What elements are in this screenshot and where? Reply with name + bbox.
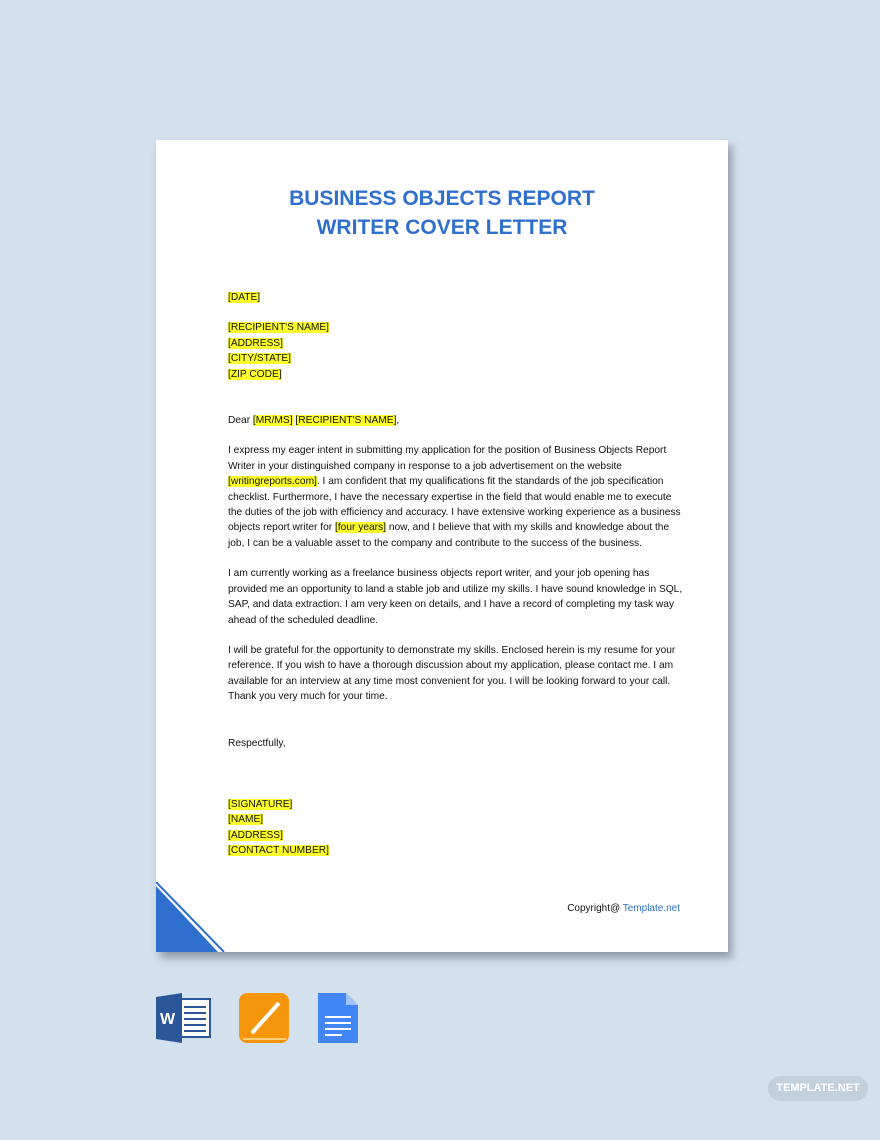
paragraph-1 (228, 443, 686, 551)
paragraph-2: I am currently working as a freelance business objects report writer, and your job opening has provided me an opportunity to land a stable job and utilize my skills. I have sound knowledge in SQL, SAP, and data extraction. I am very keen on details, and I have a record of completing my task way ahead of the scheduled deadline. (228, 568, 683, 626)
recipient-city: [CITY/STATE] (228, 353, 292, 365)
pages-icon[interactable] (239, 993, 289, 1043)
closing: Respectfully, (228, 737, 286, 749)
letter-title (156, 184, 728, 242)
signature-placeholder: [SIGNATURE] (228, 798, 293, 810)
salutation-title: [MR/MS] (252, 415, 293, 427)
letter-body (228, 290, 686, 859)
salutation-name: [RECIPIENT'S NAME] (295, 415, 397, 427)
salutation-suffix: , (396, 415, 400, 427)
salutation-prefix: Dear (228, 415, 253, 427)
copyright-label: Copyright@ (567, 903, 623, 914)
date-placeholder: [DATE] (228, 292, 261, 303)
template-net-badge[interactable]: TEMPLATE.NET (768, 1076, 868, 1101)
recipient-block (228, 320, 686, 382)
website-placeholder: [writingreports.com] (228, 476, 317, 488)
recipient-address: [ADDRESS] (228, 337, 283, 349)
letter-page (156, 140, 728, 952)
recipient-name: [RECIPIENT'S NAME] (228, 322, 330, 334)
name-placeholder: [NAME] (228, 814, 264, 826)
p1-text: I express my eager intent in submitting my application for the position of Business Objects Report Writer in your distinguished company in response to a job advertisement on the website (228, 445, 667, 472)
copyright (567, 903, 680, 914)
word-icon[interactable] (156, 993, 210, 1043)
address-placeholder: [ADDRESS] (228, 829, 283, 841)
p1-text: now, and I believe that with my skills and knowledge about the job, I can be a valuable asset to the company and contribute to the success of the business. (228, 522, 670, 549)
salutation (228, 413, 686, 428)
signature-block (228, 797, 686, 859)
recipient-zip: [ZIP CODE] (228, 368, 282, 380)
corner-decoration (156, 882, 226, 952)
svg-text:W: W (160, 1011, 176, 1028)
copyright-link[interactable]: Template.net (622, 903, 680, 914)
years-placeholder: [four years] (335, 522, 386, 534)
title-line: BUSINESS OBJECTS REPORT (289, 187, 595, 210)
paragraph-3: I will be grateful for the opportunity to demonstrate my skills. Enclosed herein is my resume for your reference. If you wish to have a thorough discussion about my application, please contact me. I am available for an interview at any time most convenient for you. I will be looking forward to your call. Thank you very much for your time. (228, 644, 676, 703)
contact-placeholder: [CONTACT NUMBER] (228, 845, 329, 857)
google-docs-icon[interactable] (318, 993, 358, 1043)
title-line: WRITER COVER LETTER (316, 216, 568, 239)
app-icon-row (156, 993, 366, 1045)
p1-text: . I am confident that my qualifications fit the standards of the job specification checklist. Furthermore, I have the necessary expertise in the field that would enable me to execute the duties of the job with efficiency and accuracy. I have extensive working experience as a business objects report writer for (228, 476, 681, 534)
app-icons (156, 993, 366, 1050)
